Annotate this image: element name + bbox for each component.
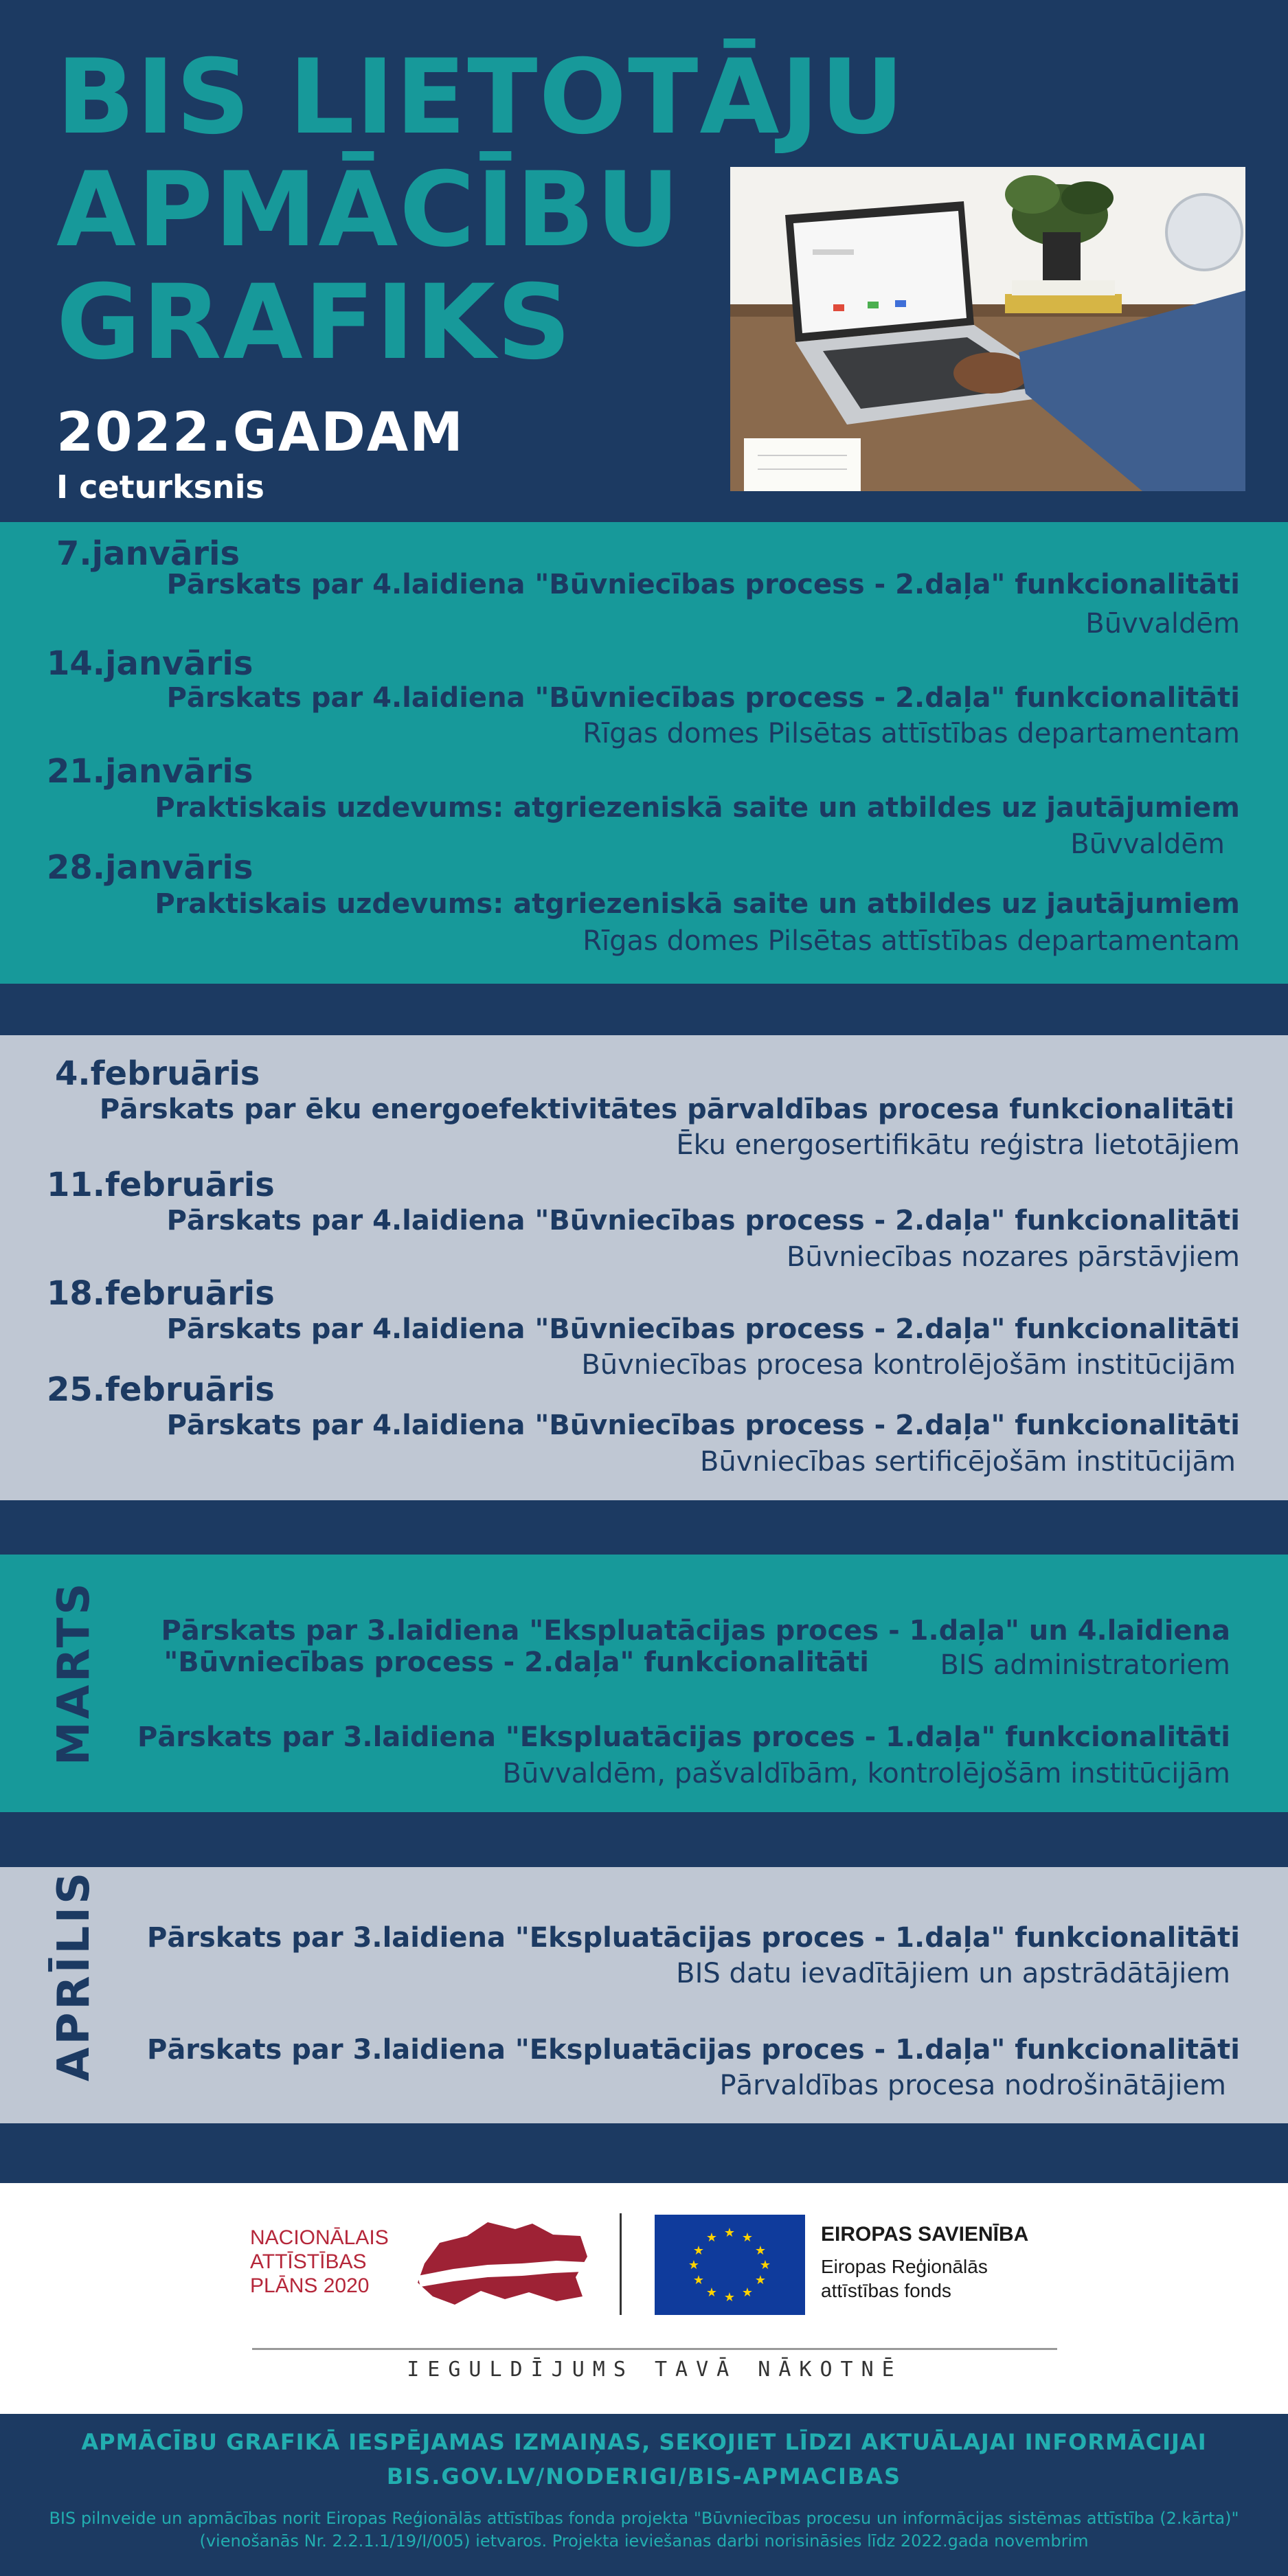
nap-logo-text (250, 2226, 389, 2298)
event-title: Pārskats par 4.laidiena "Būvniecības process - 2.daļa" funkcionalitāti (166, 569, 1240, 600)
event-title-continued: "Būvniecības process - 2.daļa" funkcionalitāti (163, 1647, 869, 1678)
title-line-2: APMĀCĪBU (56, 150, 681, 270)
event-title: Pārskats par ēku energoefektivitātes pārvaldības procesa funkcionalitāti (99, 1094, 1234, 1125)
eu-fund: Eiropas Reģionālās attīstības fonds (821, 2256, 988, 2301)
event-audience: Būvvaldēm (1085, 608, 1240, 640)
latvia-map-icon (412, 2215, 591, 2312)
eu-flag-icon (655, 2215, 805, 2315)
event-title: Praktiskais uzdevums: atgriezeniskā saite un atbildes uz jautājumiem (155, 888, 1240, 920)
schedule-change-notice: APMĀCĪBU GRAFIKĀ IESPĒJAMAS IZMAIŅAS, SEKOJIET LĪDZI AKTUĀLAJAI INFORMĀCIJAI (81, 2429, 1207, 2455)
event-title: Pārskats par 3.laidiena "Ekspluatācijas proces - 1.daļa" funkcionalitāti (147, 2034, 1240, 2066)
investment-divider (252, 2348, 1057, 2350)
event-date: 21.janvāris (47, 752, 253, 791)
event-date: 18.februāris (47, 1274, 275, 1313)
svg-text:★: ★ (705, 2285, 718, 2300)
march-section (0, 1555, 1288, 1812)
svg-text:★: ★ (705, 2230, 718, 2245)
event-date: 11.februāris (47, 1166, 275, 1204)
nap-line-2: ATTĪSTĪBAS (250, 2250, 367, 2273)
event-audience: Būvniecības sertificējošām institūcijām (699, 1446, 1236, 1478)
title-line-1: BIS LIETOTĀJU (56, 38, 906, 157)
event-audience: Būvvaldēm (1070, 828, 1225, 860)
laptop-illustration (730, 167, 1245, 491)
event-title: Pārskats par 4.laidiena "Būvniecības process - 2.daļa" funkcionalitāti (166, 682, 1240, 714)
event-date: 14.janvāris (47, 644, 253, 683)
svg-text:★: ★ (688, 2258, 700, 2272)
event-title: Praktiskais uzdevums: atgriezeniskā saite un atbildes uz jautājumiem (155, 792, 1240, 824)
february-section (0, 1035, 1288, 1500)
event-title: Pārskats par 4.laidiena "Būvniecības process - 2.daļa" funkcionalitāti (166, 1410, 1240, 1441)
event-date: 25.februāris (47, 1370, 275, 1409)
event-date: 7.janvāris (56, 534, 240, 573)
event-title: Pārskats par 4.laidiena "Būvniecības process - 2.daļa" funkcionalitāti (166, 1313, 1240, 1345)
nap-line-1: NACIONĀLAIS (250, 2226, 389, 2249)
year-heading: 2022.GADAM (56, 402, 464, 464)
event-title: Pārskats par 3.laidiena "Ekspluatācijas proces - 1.daļa" funkcionalitāti (147, 1922, 1240, 1954)
eu-name: EIROPAS SAVIENĪBA (821, 2223, 1029, 2246)
month-label-april: APRĪLIS (49, 1869, 100, 2081)
event-title: Pārskats par 3.laidiena "Ekspluatācijas proces - 1.daļa" un 4.laidiena (161, 1615, 1230, 1647)
investment-slogan: IEGULDĪJUMS TAVĀ NĀKOTNĒ (407, 2358, 903, 2382)
event-audience: Rīgas domes Pilsētas attīstības departamentam (583, 925, 1240, 957)
svg-text:★: ★ (754, 2273, 767, 2287)
month-label-march: MARTS (49, 1580, 100, 1765)
svg-text:★: ★ (754, 2244, 767, 2258)
info-link[interactable]: BIS.GOV.LV/NODERIGI/BIS-APMACIBAS (386, 2463, 902, 2489)
event-audience: Būvniecības procesa kontrolējošām institūcijām (581, 1349, 1236, 1381)
svg-text:★: ★ (759, 2258, 771, 2272)
title-line-3: GRAFIKS (56, 263, 573, 383)
event-audience: Būvniecības nozares pārstāvjiem (786, 1241, 1240, 1273)
quarter-label: I ceturksnis (56, 468, 264, 506)
event-date: 4.februāris (55, 1054, 260, 1093)
event-audience: Rīgas domes Pilsētas attīstības departamentam (583, 718, 1240, 749)
event-date: 28.janvāris (47, 848, 253, 887)
project-footnote: BIS pilnveide un apmācības norit Eiropas Reģionālās attīstības fonda projekta "Būvniecības procesu un informācijas sistēmas attīstība (2.kārta)" (vienošanās Nr. 2.2.1.1/19/I/005) ietvaros. Projekta ieviešanas darbi norisināsies līdz 2022.gada novembrim (49, 2509, 1239, 2551)
event-title: Pārskats par 3.laidiena "Ekspluatācijas proces - 1.daļa" funkcionalitāti (137, 1721, 1230, 1753)
eu-logo-text (821, 2223, 1041, 2303)
event-audience: Ēku energosertifikātu reģistra lietotājiem (676, 1129, 1240, 1161)
svg-text:★: ★ (692, 2244, 705, 2258)
event-title: Pārskats par 4.laidiena "Būvniecības process - 2.daļa" funkcionalitāti (166, 1205, 1240, 1236)
svg-text:★: ★ (741, 2230, 754, 2245)
nap-line-3: PLĀNS 2020 (250, 2274, 370, 2297)
event-audience: BIS datu ievadītājiem un apstrādātājiem (676, 1958, 1230, 1989)
event-audience: Būvvaldēm, pašvaldībām, kontrolējošām institūcijām (502, 1758, 1230, 1789)
laptop-photo (730, 167, 1245, 491)
event-audience: BIS administratoriem (940, 1649, 1230, 1681)
svg-text:★: ★ (723, 2226, 736, 2240)
svg-text:★: ★ (723, 2290, 736, 2305)
event-audience: Pārvaldības procesa nodrošinātājiem (719, 2070, 1226, 2101)
svg-text:★: ★ (741, 2285, 754, 2300)
april-section (0, 1867, 1288, 2123)
svg-text:★: ★ (692, 2273, 705, 2287)
january-section (0, 522, 1288, 984)
logo-divider (620, 2213, 622, 2315)
